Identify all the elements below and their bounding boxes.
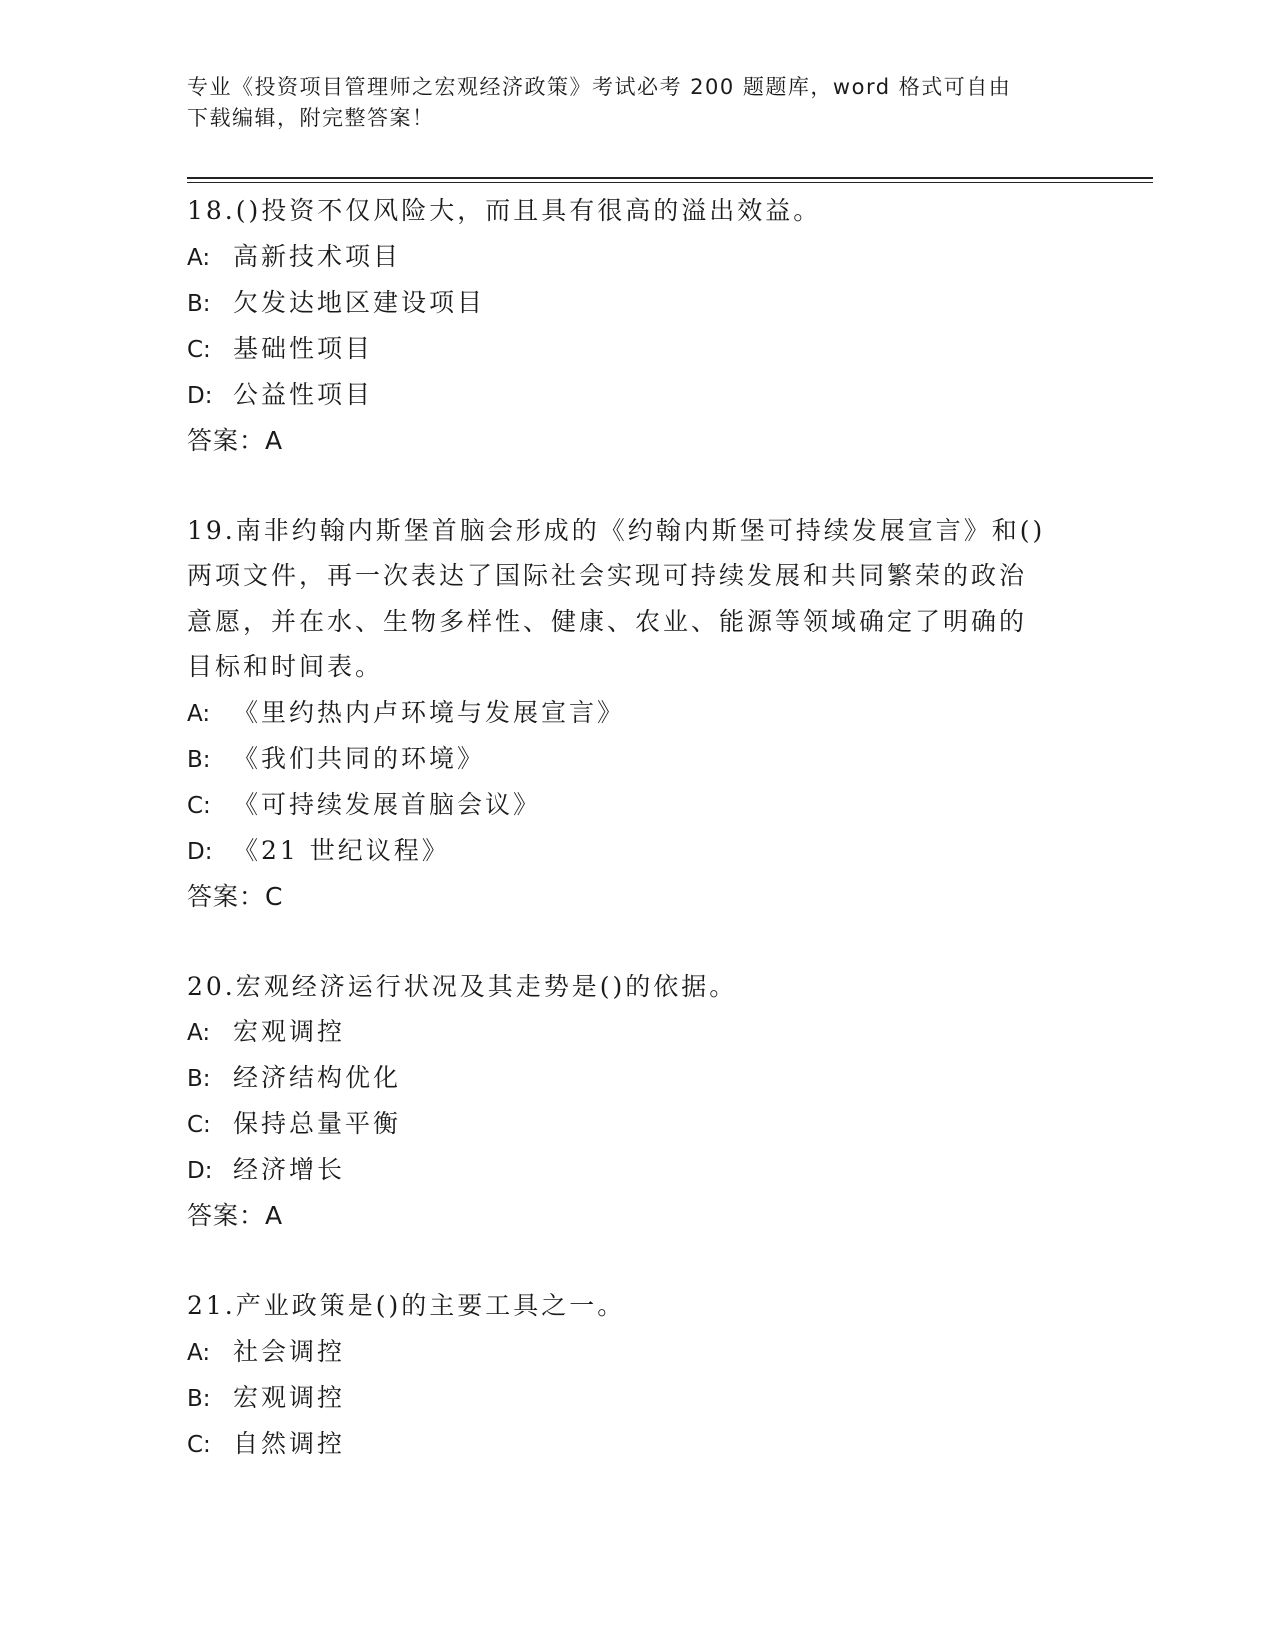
option-letter: B:: [187, 290, 211, 317]
option-letter: D:: [187, 1158, 213, 1184]
option-text: 保持总量平衡: [233, 1109, 402, 1138]
option-b: [187, 1375, 1087, 1421]
option-d: [187, 372, 1087, 418]
option-a: [187, 1329, 1087, 1375]
option-letter: C:: [187, 792, 211, 819]
header-line: 专业《投资项目管理师之宏观经济政策》考试必考 200 题题库，word 格式可自由: [187, 75, 1012, 99]
question-stem: 18.()投资不仅风险大，而且具有很高的溢出效益。: [187, 196, 822, 225]
option-text: 公益性项目: [233, 379, 374, 409]
document-header: [187, 72, 1067, 134]
question-stem: 意愿，并在水、生物多样性、健康、农业、能源等领域确定了明确的: [187, 606, 1028, 636]
question-18: [187, 188, 1087, 464]
question-stem: 19.南非约翰内斯堡首脑会形成的《约翰内斯堡可持续发展宣言》和(): [187, 515, 1046, 545]
option-text: 高新技术项目: [233, 241, 402, 271]
header-divider: [187, 177, 1153, 179]
option-letter: A:: [187, 1339, 211, 1366]
question-stem: 两项文件，再一次表达了国际社会实现可持续发展和共同繁荣的政治: [187, 561, 1028, 590]
option-a: [187, 690, 1087, 736]
question-20: [187, 964, 1087, 1240]
option-letter: C:: [187, 1112, 211, 1138]
option-text: 经济结构优化: [233, 1063, 402, 1092]
answer-line: 答案：A: [187, 1201, 284, 1230]
option-b: [187, 1055, 1087, 1101]
option-text: 欠发达地区建设项目: [233, 287, 486, 317]
option-text: 《里约热内卢环境与发展宣言》: [233, 697, 626, 727]
question-list: [187, 188, 1087, 1511]
option-c: [187, 1421, 1087, 1467]
question-stem: 20.宏观经济运行状况及其走势是()的依据。: [187, 971, 738, 1001]
option-letter: B:: [187, 746, 211, 773]
option-text: 基础性项目: [233, 333, 374, 363]
option-letter: B:: [187, 1066, 211, 1092]
option-letter: A:: [187, 244, 211, 271]
option-text: 自然调控: [233, 1428, 346, 1458]
option-b: [187, 736, 1087, 782]
option-letter: C:: [187, 1431, 211, 1458]
question-stem: 21.产业政策是()的主要工具之一。: [187, 1291, 626, 1320]
option-b: [187, 280, 1087, 326]
question-19: [187, 508, 1087, 920]
header-line: 下载编辑，附完整答案！: [187, 106, 435, 130]
option-text: 宏观调控: [233, 1017, 346, 1046]
option-letter: A:: [187, 700, 211, 727]
option-letter: C:: [187, 336, 211, 363]
option-a: [187, 1009, 1087, 1055]
option-letter: D:: [187, 382, 213, 409]
option-text: 《21 世纪议程》: [233, 835, 450, 865]
question-stem: 目标和时间表。: [187, 652, 384, 681]
option-d: [187, 828, 1087, 874]
option-text: 《可持续发展首脑会议》: [233, 789, 542, 819]
option-text: 社会调控: [233, 1336, 346, 1366]
option-c: [187, 326, 1087, 372]
option-text: 经济增长: [233, 1155, 346, 1184]
option-letter: A:: [187, 1020, 211, 1046]
option-text: 宏观调控: [233, 1382, 346, 1412]
answer-line: 答案：A: [187, 425, 284, 455]
header-divider-thin: [187, 182, 1153, 183]
option-a: [187, 234, 1087, 280]
option-c: [187, 782, 1087, 828]
option-letter: D:: [187, 838, 213, 865]
option-c: [187, 1101, 1087, 1147]
option-letter: B:: [187, 1385, 211, 1412]
option-d: [187, 1147, 1087, 1193]
option-text: 《我们共同的环境》: [233, 743, 486, 773]
question-21: [187, 1283, 1087, 1467]
answer-line: 答案：C: [187, 881, 284, 911]
